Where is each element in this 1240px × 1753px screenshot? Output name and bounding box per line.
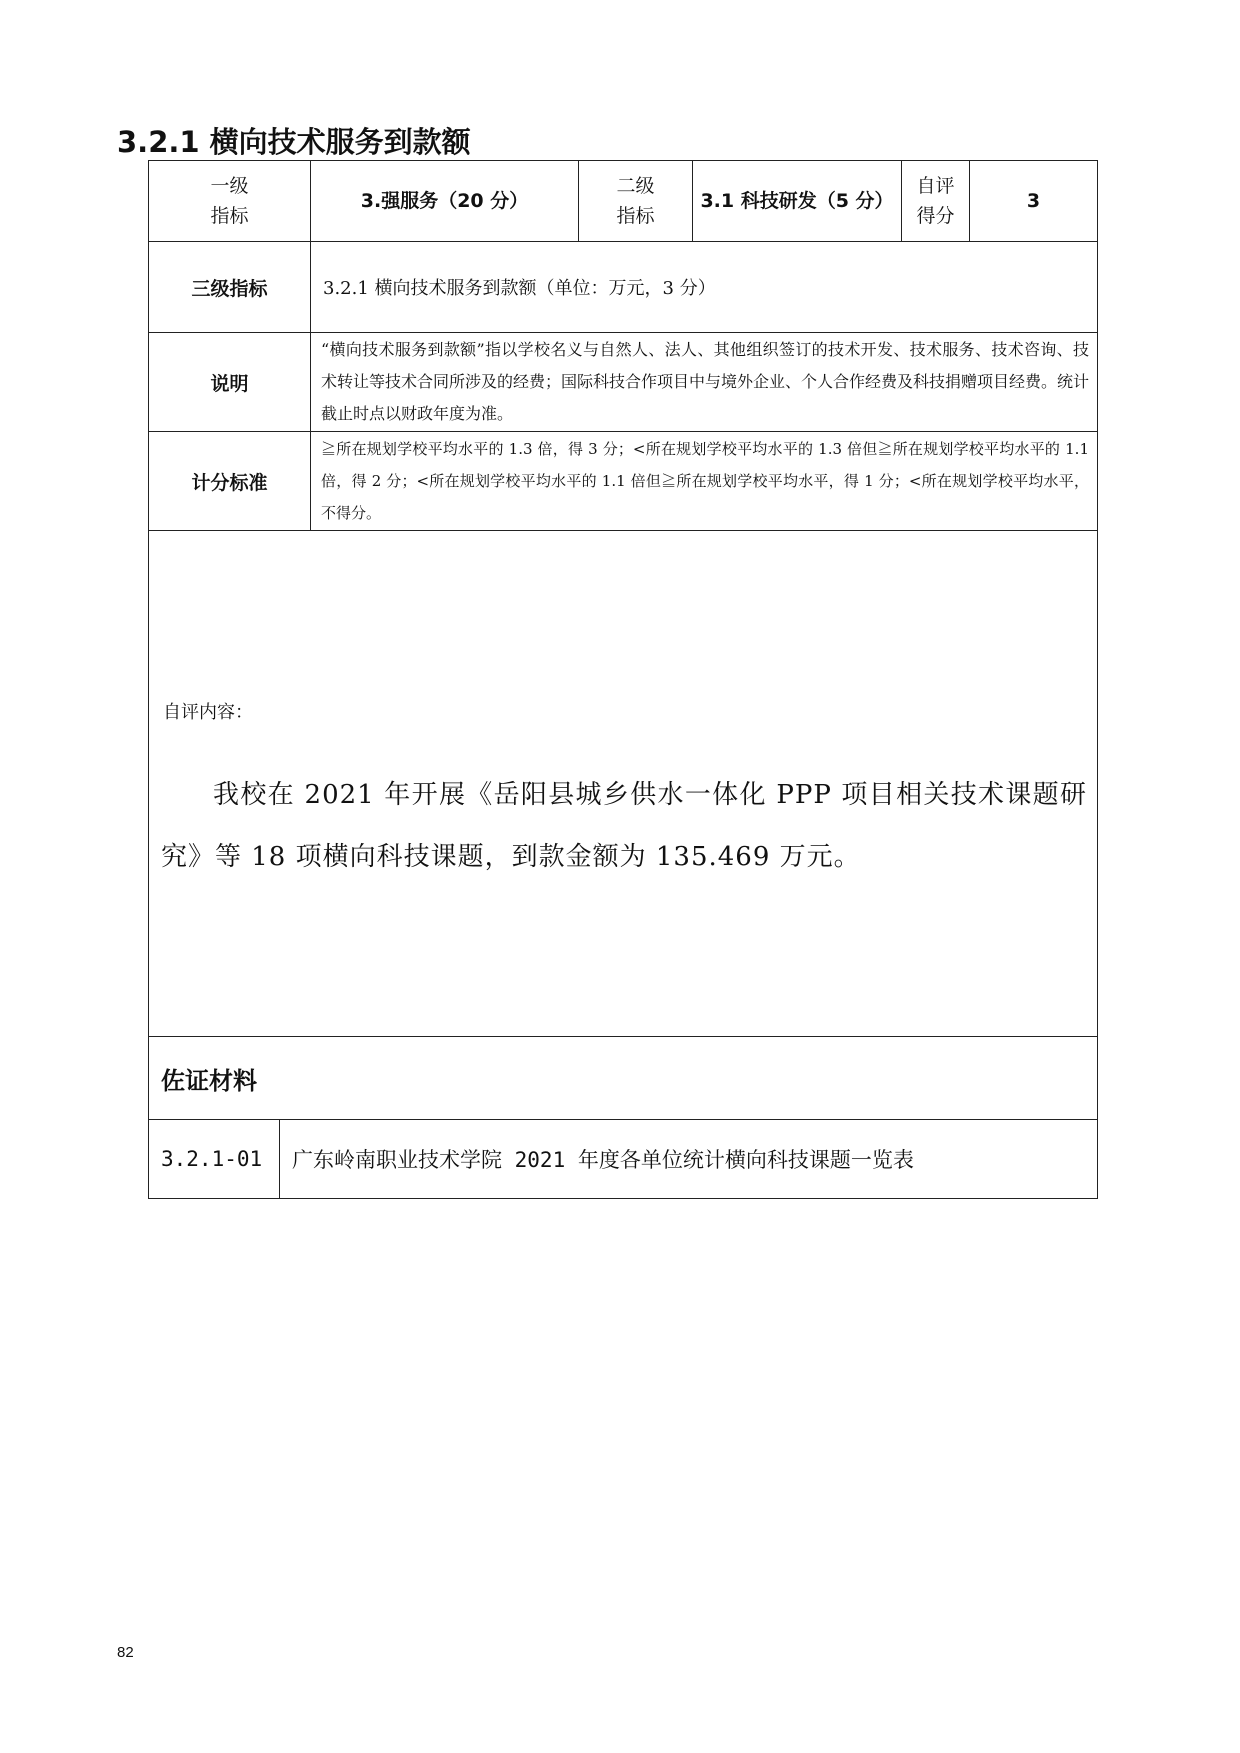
self-evaluation-label: 自评内容： [163, 701, 253, 723]
description-label: 说明 [149, 333, 311, 432]
level3-label: 三级指标 [149, 242, 311, 333]
evidence-table [148, 1119, 1098, 1199]
header-row [149, 161, 1098, 242]
level2-label: 二级 指标 [579, 161, 693, 242]
self-evaluation-cell [149, 531, 1098, 1037]
evidence-item-title[interactable]: 广东岭南职业技术学院 2021 年度各单位统计横向科技课题一览表 [280, 1120, 1098, 1199]
level3-value: 3.2.1 横向技术服务到款额（单位：万元，3 分） [311, 242, 1098, 333]
scoring-label: 计分标准 [149, 432, 311, 531]
evidence-item-code: 3.2.1-01 [149, 1120, 280, 1199]
level3-row [149, 242, 1098, 333]
indicator-table [148, 160, 1098, 1120]
description-text: “横向技术服务到款额”指以学校名义与自然人、法人、其他组织签订的技术开发、技术服务、技术咨询、技术转让等技术合同所涉及的经费；国际科技合作项目中与境外企业、个人合作经费及科技捐赠项目经费。统计截止时点以财政年度为准。 [311, 333, 1098, 432]
self-score-label: 自评 得分 [902, 161, 970, 242]
level1-value: 3.强服务（20 分） [311, 161, 579, 242]
self-score-value: 3 [970, 161, 1098, 242]
evidence-heading-row [149, 1037, 1098, 1120]
evidence-heading: 佐证材料 [149, 1037, 1098, 1120]
page-number: 82 [117, 1644, 134, 1661]
scoring-text: ≧所在规划学校平均水平的 1.3 倍，得 3 分；<所在规划学校平均水平的 1.3 倍但≧所在规划学校平均水平的 1.1 倍，得 2 分；<所在规划学校平均水平的 1.1 倍但≧所在规划学校平均水平，得 1 分；<所在规划学校平均水平，不得分。 [311, 432, 1098, 531]
self-evaluation-row [149, 531, 1098, 1037]
level2-value: 3.1 科技研发（5 分） [693, 161, 902, 242]
self-evaluation-body: 我校在 2021 年开展《岳阳县城乡供水一体化 PPP 项目相关技术课题研究》等 18 项横向科技课题，到款金额为 135.469 万元。 [161, 779, 1087, 872]
description-row [149, 333, 1098, 432]
evidence-item-row [149, 1120, 1098, 1199]
section-title: 3.2.1 横向技术服务到款额 [117, 125, 471, 159]
level1-label: 一级 指标 [149, 161, 311, 242]
scoring-row [149, 432, 1098, 531]
